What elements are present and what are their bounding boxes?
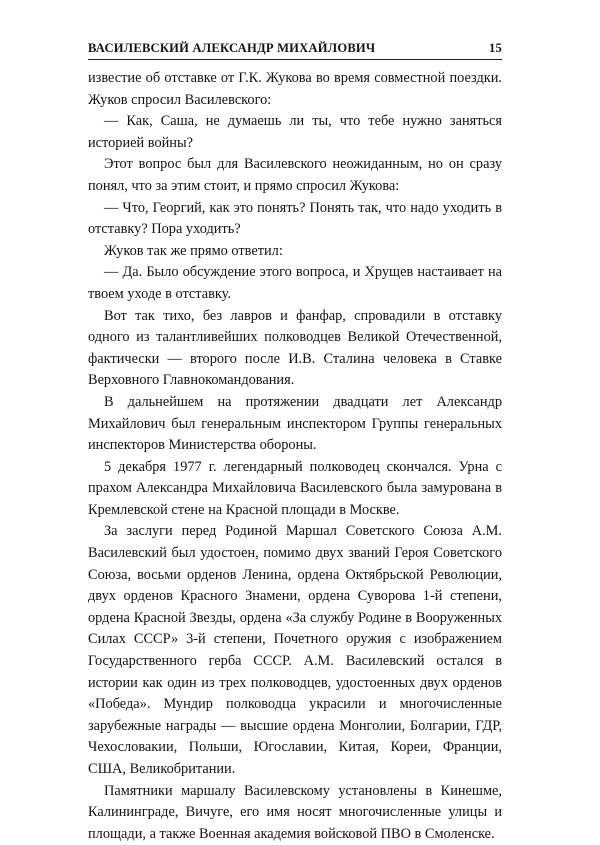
paragraph: Жуков так же прямо ответил: [104, 242, 283, 259]
running-header-title: ВАСИЛЕВСКИЙ АЛЕКСАНДР МИХАЙЛОВИЧ [88, 41, 376, 55]
paragraph: В дальнейшем на протяжении двадцати лет Александр Михайлович был генеральным инспектором Группы генеральных инспекторов Министерства обороны. [88, 393, 502, 454]
dialogue-line: — Да. Было обсуждение этого вопроса, и Хрущев настаивает на твоем уходе в отставку. [88, 264, 502, 302]
dialogue-line: — Как, Саша, не думаешь ли ты, что тебе нужно заняться историей войны? [88, 113, 502, 151]
body-text [88, 68, 502, 845]
paragraph: известие об отставке от Г.К. Жукова во время совместной поездки. Жуков спросил Василевского: [88, 70, 502, 108]
running-header [88, 38, 502, 60]
paragraph: Этот вопрос был для Василевского неожиданным, но он сразу понял, что за этим стоит, и прямо спросил Жукова: [88, 156, 502, 194]
paragraph: За заслуги перед Родиной Маршал Советского Союза А.М. Василевский был удостоен, помимо двух званий Героя Советского Союза, восьми орденов Ленина, ордена Октябрьской Революции, двух орденов Красного Знамени, ордена Суворова 1-й степени, ордена Красной Звезды, ордена «За службу Родине в Вооруженных Силах СССР» 3-й степени, Почетного оружия с изображением Государственного герба СССР. А.М. Василевский остался в истории как один из трех полководцев, удостоенных двух орденов «Победа». Мундир полководца украсили и многочисленные зарубежные награды — высшие ордена Монголии, Болгарии, ГДР, Чехословакии, Польши, Югославии, Китая, Кореи, Франции, США, Великобритании. [88, 523, 502, 777]
page-number: 15 [489, 41, 502, 55]
paragraph: 5 декабря 1977 г. легендарный полководец скончался. Урна с прахом Александра Михайловича Василевского была замурована в Кремлевской стене на Красной площади в Москве. [88, 458, 502, 518]
paragraph: Памятники маршалу Василевскому установлены в Кинешме, Калининграде, Вичуге, его имя носят многочисленные улицы и площади, а также Военная академия войсковой ПВО в Смоленске. [88, 782, 502, 842]
book-page [88, 38, 502, 845]
paragraph: Вот так тихо, без лавров и фанфар, спровадили в отставку одного из талантливейших полководцев Великой Отечественной, фактически — второго после И.В. Сталина человека в Ставке Верховного Главнокомандования. [88, 307, 502, 389]
dialogue-line: — Что, Георгий, как это понять? Понять так, что надо уходить в отставку? Пора уходить? [88, 199, 502, 238]
